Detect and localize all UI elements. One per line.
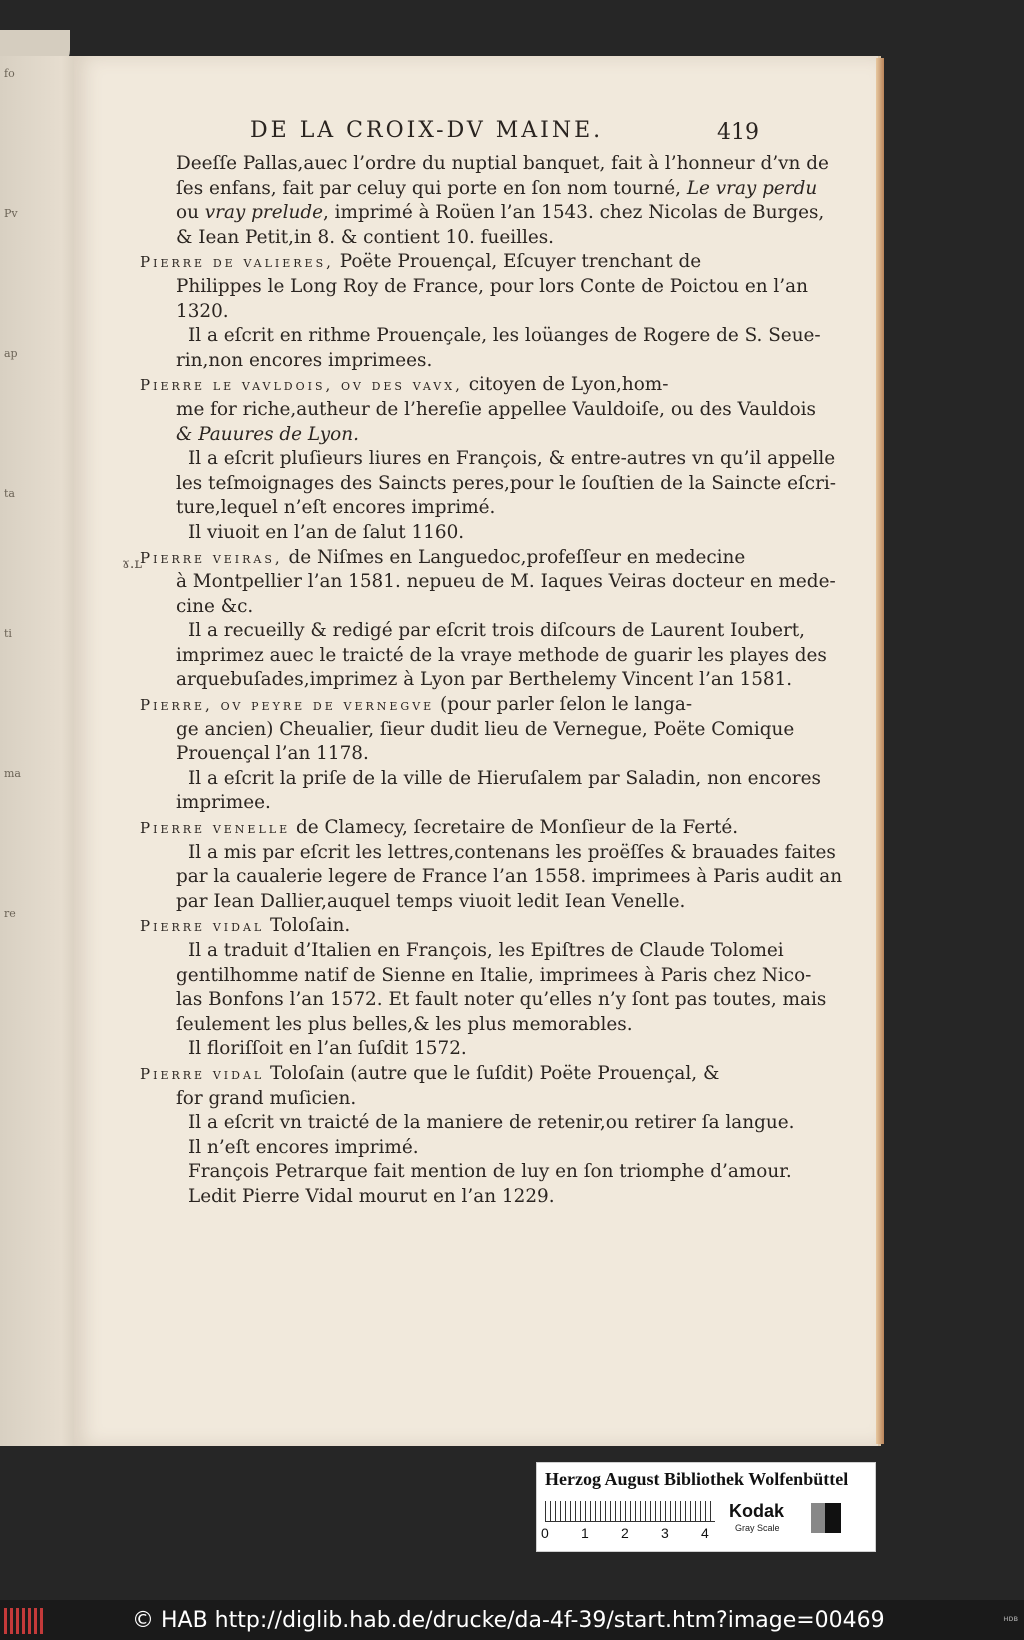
text-line <box>140 644 827 669</box>
black-swatch <box>825 1503 841 1533</box>
ruler-number: 4 <box>701 1525 709 1541</box>
line-text: gentilhomme natif de Sienne en Italie, imprimees à Paris chez Nico- <box>176 964 812 986</box>
ruler-number: 1 <box>581 1525 589 1541</box>
left-page-fragment: re <box>4 907 16 920</box>
left-page-fragment: fo <box>4 67 15 80</box>
running-head: DE LA CROIX-DV MAINE. <box>250 118 604 143</box>
line-text: Deeſſe Pallas,auec l’ordre du nuptial banquet, fait à l’honneur d’vn de <box>176 153 829 174</box>
line-text: Philippes le Long Roy de France, pour lors Conte de Poictou en l’an <box>176 275 808 297</box>
line-text: arquebuſades,imprimez à Lyon par Berthelemy Vincent l’an 1581. <box>176 669 793 691</box>
author-name: Pierre de valieres, <box>140 253 334 272</box>
text-line <box>140 1185 750 1210</box>
line-text: cine &c. <box>176 595 254 617</box>
text-line <box>140 742 750 767</box>
line-text: François Petrarque fait mention de luy en ſon triomphe d’amour. <box>188 1161 792 1183</box>
line-text: Ledit Pierre Vidal mourut en l’an 1229. <box>188 1185 555 1207</box>
text-line <box>140 1087 750 1112</box>
text-line <box>140 423 750 448</box>
hab-logo-icon <box>4 1608 46 1634</box>
author-name: Pierre venelle <box>140 819 291 838</box>
text-line <box>140 1013 750 1038</box>
left-page-fragment: ma <box>4 767 21 780</box>
text-line <box>140 841 836 866</box>
line-text: Il a traduit d’Italien en François, les Epiſtres de Claude Tolomei <box>188 940 784 961</box>
line-text: citoyen de Lyon,hom- <box>462 374 669 396</box>
text-line <box>140 275 808 300</box>
text-line <box>140 496 750 521</box>
text-line <box>140 152 829 177</box>
line-text: , imprimé à Roüen l’an 1543. chez Nicolas de Burges, <box>322 202 825 224</box>
text-line <box>140 964 812 989</box>
text-line <box>140 250 750 275</box>
text-line <box>140 816 750 841</box>
left-page-fragment: ap <box>4 347 18 360</box>
text-line <box>140 1111 795 1136</box>
line-text: Toloſain (autre que le ſuſdit) Poëte Prouençal, & <box>264 1062 720 1084</box>
text-line <box>140 201 825 226</box>
text-line <box>140 373 750 398</box>
line-text: Il n’eſt encores imprimé. <box>188 1136 419 1158</box>
text-line <box>140 865 843 890</box>
line-text: ge ancien) Cheualier, ſieur dudit lieu de Vernegue, Poëte Comique <box>176 718 795 740</box>
author-name: Pierre veiras, <box>140 548 283 567</box>
line-text: Il a eſcrit la priſe de la ville de Hieruſalem par Saladin, non encores <box>188 767 821 789</box>
page-text-block <box>140 152 843 1210</box>
line-text: Il a eſcrit pluſieurs liures en François, & entre-autres vn qu’il appelle <box>188 448 836 470</box>
text-line <box>140 668 793 693</box>
line-text: Poëte Prouençal, Eſcuyer trenchant de <box>333 251 702 273</box>
left-page-fragment: ta <box>4 487 15 500</box>
line-text: for grand muſicien. <box>176 1087 357 1109</box>
line-text: las Bonfons l’an 1572. Et fault noter qu’elles n’y ſont pas toutes, mais <box>176 989 827 1011</box>
text-line <box>140 447 836 472</box>
line-text: les teſmoignages des Saincts peres,pour le ſouſtien de la Saincte eſcri- <box>176 472 836 494</box>
line-text: Il a eſcrit en rithme Prouençale, les loüanges de Rogere de S. Seue- <box>188 325 821 347</box>
text-line <box>140 939 784 964</box>
footer-bar <box>0 1600 1024 1640</box>
text-line <box>140 767 821 792</box>
line-text: me for riche,autheur de l’hereſie appellee Vauldoiſe, ou des Vauldois <box>176 398 816 420</box>
italic-title: Le vray perdu <box>686 177 818 199</box>
ruler-number: 2 <box>621 1525 629 1541</box>
text-line <box>140 1037 750 1062</box>
text-line <box>140 226 750 251</box>
margin-mark: ɤ.ʟ <box>122 556 142 572</box>
text-line <box>140 718 795 743</box>
line-text: imprimez auec le traicté de la vraye methode de guarir les playes des <box>176 644 827 666</box>
page-edge <box>876 58 884 1444</box>
scale-ruler <box>545 1501 715 1522</box>
author-name: Pierre, ov peyre de vernegve <box>140 696 435 715</box>
line-text: Il a eſcrit vn traicté de la maniere de retenir,ou retirer ſa langue. <box>188 1112 795 1134</box>
left-page-fragment: Pv <box>4 207 18 220</box>
kodak-logo: Kodak <box>729 1501 785 1521</box>
line-text: par Iean Dallier,auquel temps viuoit ledit Iean Venelle. <box>176 890 686 912</box>
left-page-fragment: ti <box>4 627 12 640</box>
line-text: Il viuoit en l’an de ſalut 1160. <box>188 521 465 543</box>
text-line <box>140 988 827 1013</box>
text-line <box>140 570 836 595</box>
text-line <box>140 914 750 939</box>
ruler-number: 3 <box>661 1525 669 1541</box>
line-text: Il floriſſoit en l’an ſuſdit 1572. <box>188 1038 467 1060</box>
text-line <box>140 1160 792 1185</box>
line-text: ſes enfans, fait par celuy qui porte en ſon nom tourné, <box>176 177 687 199</box>
gray-scale-label: Gray Scale <box>735 1523 780 1533</box>
author-name: Pierre vidal <box>140 917 265 936</box>
line-text: 1320. <box>176 300 229 322</box>
line-text: Il a mis par eſcrit les lettres,contenans les proëſſes & brauades faites <box>188 841 836 863</box>
text-line <box>140 398 816 423</box>
page-number: 419 <box>717 120 759 145</box>
line-text: à Montpellier l’an 1581. nepueu de M. Iaques Veiras docteur en mede- <box>176 571 836 593</box>
text-line <box>140 1136 750 1161</box>
footer-copyright-link[interactable]: © HAB http://diglib.hab.de/drucke/da-4f-39/start.htm?image=00469 <box>132 1608 885 1633</box>
line-text: Toloſain. <box>264 915 351 937</box>
author-name: Pierre le vavldois, ov des vavx, <box>140 376 463 395</box>
library-name: Herzog August Bibliothek Wolfenbüttel <box>545 1469 849 1489</box>
italic-title: vray prelude <box>204 202 323 224</box>
text-line <box>140 177 818 202</box>
line-text: (pour parler ſelon le langa- <box>434 694 693 716</box>
text-line <box>140 791 750 816</box>
author-name: Pierre vidal <box>140 1064 265 1083</box>
line-text: ou <box>176 202 205 224</box>
line-text: imprimee. <box>176 792 271 814</box>
text-line <box>140 1062 750 1087</box>
text-line <box>140 693 750 718</box>
text-line <box>140 472 836 497</box>
line-text: ture,lequel n’eſt encores imprimé. <box>176 497 496 519</box>
line-text: de Niſmes en Languedoc,profeſſeur en medecine <box>282 546 746 568</box>
text-line <box>140 890 750 915</box>
gray-swatch <box>811 1503 825 1533</box>
line-text: & Iean Petit,in 8. & contient 10. fueilles. <box>176 226 555 248</box>
footer-mark: ʜᴅʙ <box>1003 1614 1018 1623</box>
italic-title: & Pauures de Lyon. <box>176 423 359 445</box>
ruler-number: 0 <box>541 1525 549 1541</box>
text-line <box>140 546 750 571</box>
line-text: Prouençal l’an 1178. <box>176 743 369 765</box>
line-text: de Clamecy, ſecretaire de Monſieur de la Ferté. <box>290 817 739 839</box>
text-line <box>140 324 821 349</box>
line-text: Il a recueilly & redigé par eſcrit trois diſcours de Laurent Ioubert, <box>188 620 806 642</box>
library-color-card <box>536 1462 876 1552</box>
line-text: ſeulement les plus belles,& les plus memorables. <box>176 1013 633 1035</box>
text-line <box>140 619 806 644</box>
text-line <box>140 300 750 325</box>
text-line <box>140 521 750 546</box>
text-line <box>140 349 750 374</box>
text-line <box>140 595 750 620</box>
line-text: par la caualerie legere de France l’an 1558. imprimees à Paris audit an <box>176 866 843 888</box>
line-text: rin,non encores imprimees. <box>176 349 433 371</box>
